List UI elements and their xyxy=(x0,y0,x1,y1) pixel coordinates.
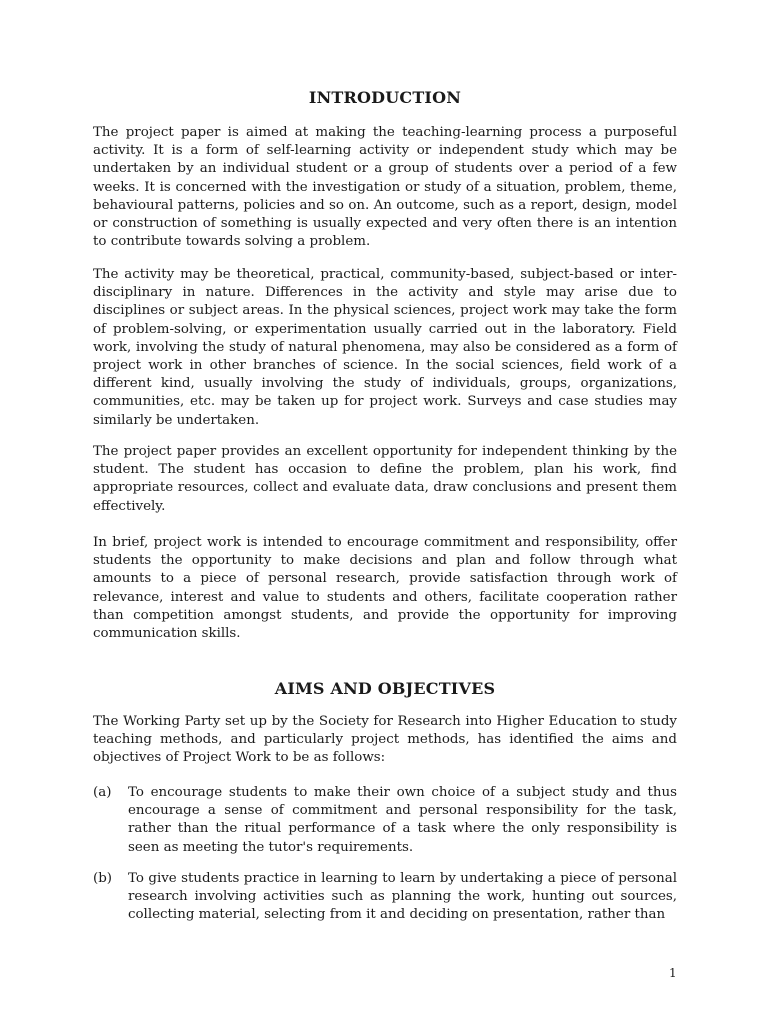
intro-paragraph-1 xyxy=(93,124,677,251)
aims-objectives-heading: AIMS AND OBJECTIVES xyxy=(274,679,496,698)
intro-paragraph-4 xyxy=(93,534,677,643)
intro-paragraph-2 xyxy=(93,266,677,430)
list-marker: (a) xyxy=(93,785,112,800)
introduction-heading: INTRODUCTION xyxy=(308,88,462,107)
paragraph-text: The project paper provides an excellent opportunity for independent thinking by the student. The student has occasion to define the problem, plan his work, find appropriate resources, collect and evaluate data, draw conclusions and present them effectively. xyxy=(93,444,677,514)
paragraph-text: The project paper is aimed at making the teaching-learning process a purposeful activity. It is a form of self-learning activity or independent study which may be undertaken by an individual student or a group of students over a period of a few weeks. It is concerned with the investigation or study of a situation, problem, theme, behavioural patterns, policies and so on. An outcome, such as a report, design, model or construction of something is usually expected and very often there is an intention to contribute towards solving a problem. xyxy=(93,125,677,250)
paragraph-text: The activity may be theoretical, practical, community-based, subject-based or inter-disciplinary in nature. Differences in the activity and style may arise due to disciplines or subject areas. In the physical sciences, project work may take the form of problem-solving, or experimentation usually carried out in the laboratory. Field work, involving the study of natural phenomena, may also be considered as a form of project work in other branches of science. In the social sciences, field work of a different kind, usually involving the study of individuals, groups, organizations, communities, etc. may be taken up for project work. Surveys and case studies may similarly be undertaken. xyxy=(93,267,677,428)
list-item xyxy=(93,870,677,925)
list-item xyxy=(93,784,677,857)
intro-paragraph-3 xyxy=(93,443,677,516)
page-number: 1 xyxy=(669,966,677,980)
list-item-text: To give students practice in learning to learn by undertaking a piece of personal research involving activities such as planning the work, hunting out sources, collecting material, selecting from it and deciding on presentation, rather than xyxy=(128,871,677,923)
aims-intro-paragraph xyxy=(93,713,677,768)
paragraph-text: In brief, project work is intended to encourage commitment and responsibility, offer students the opportunity to make decisions and plan and follow through what amounts to a piece of personal research, provide satisfaction through work of relevance, interest and value to students and others, facilitate cooperation rather than competition amongst students, and provide the opportunity for improving communication skills. xyxy=(93,535,677,642)
paragraph-text: The Working Party set up by the Society for Research into Higher Education to study teaching methods, and particularly project methods, has identified the aims and objectives of Project Work to be as follows: xyxy=(93,714,677,766)
list-item-text: To encourage students to make their own choice of a subject study and thus encourage a sense of commitment and personal responsibility for the task, rather than the ritual performance of a task where the only responsibility is seen as meeting the tutor's requirements. xyxy=(128,785,677,855)
list-marker: (b) xyxy=(93,871,113,886)
